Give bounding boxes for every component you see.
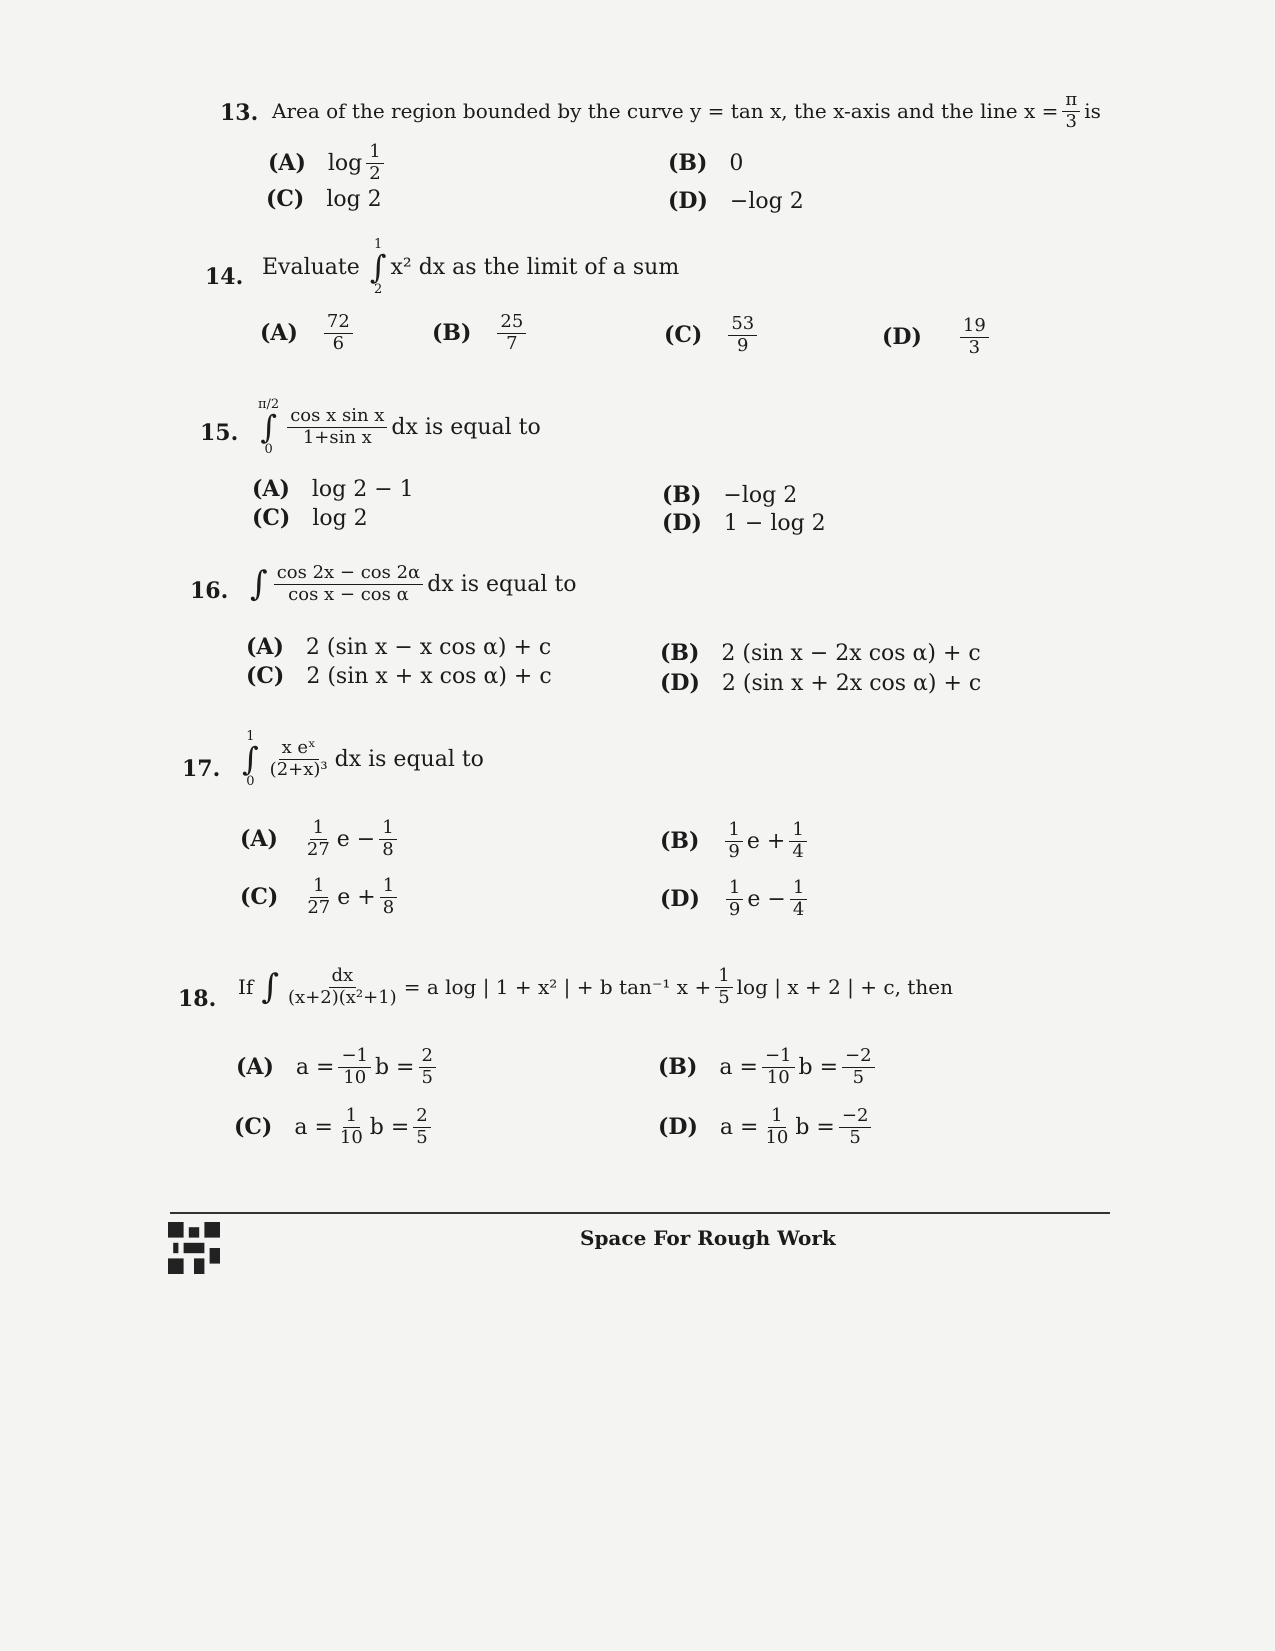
q16-tail: dx is equal to	[427, 571, 577, 597]
q15-option-d[interactable]: (D) 1 − log 2	[662, 510, 826, 536]
q18-mid: = a log | 1 + x² | + b tan⁻¹ x +	[403, 975, 712, 1000]
footer-divider	[170, 1212, 1110, 1214]
q16-stem	[250, 563, 577, 605]
q15-number: 15.	[200, 420, 239, 446]
q15-tail: dx is equal to	[391, 414, 541, 440]
q13-option-d[interactable]: (D) −log 2	[668, 188, 804, 214]
q17-number: 17.	[182, 756, 221, 782]
q15-stem	[258, 398, 541, 456]
q18-option-a[interactable]: (A) a = $\frac{-1}{10}$ b = $\frac{2}{5}$	[236, 1046, 440, 1088]
q13-option-b[interactable]: (B) 0	[668, 150, 744, 176]
q14-option-d[interactable]: (D) $\frac{19}{3}$	[882, 316, 993, 358]
q18-fraction: $\frac{1}{5}$	[715, 966, 732, 1008]
q18-number: 18.	[178, 986, 217, 1012]
q16-integrand: $\frac{\cos 2x - \cos 2\alpha}{\text{cos x − cos α}}$	[274, 563, 424, 605]
q15-option-b[interactable]: (B) −log 2	[662, 482, 798, 508]
q14-stem	[262, 238, 679, 296]
q18-stem	[238, 966, 953, 1008]
q16-option-a[interactable]: (A) 2 (sin x − x cos α) + c	[246, 634, 552, 660]
q13-stem	[272, 90, 1101, 132]
q17-integrand: $\frac{\text{x eˣ}}{\text{(2+x)³}}$	[269, 736, 328, 780]
qr-code-icon	[168, 1222, 220, 1274]
q14-integrand: x² dx as the limit of a sum	[390, 254, 680, 280]
q15-option-a[interactable]: (A) log 2 − 1	[252, 476, 414, 502]
q13-stem-fraction: $\frac{\pi}{3}$	[1062, 90, 1080, 132]
q14-integral: 1 ∫ 2	[369, 237, 387, 297]
q18-if: If	[238, 975, 254, 1000]
q13-stem-tail: is	[1084, 99, 1101, 124]
q17-option-c[interactable]: (C) $\frac{1}{27}$ e + $\frac{1}{8}$	[240, 876, 401, 918]
q13-stem-text: Area of the region bounded by the curve y = tan x, the x-axis and the line x =	[272, 99, 1059, 124]
q13-option-a[interactable]: (A) log $\frac{1}{2}$	[268, 142, 388, 184]
q18-integrand: $\frac{dx}{\text{(x+2)(x²+1)}}$	[288, 965, 397, 1008]
integral-sign-icon: ∫	[261, 967, 280, 1008]
q17-option-d[interactable]: (D) $\frac{1}{9}$ e − $\frac{1}{4}$	[660, 878, 811, 920]
q18-option-c[interactable]: (C) a = $\frac{1}{10}$ b = $\frac{2}{5}$	[234, 1106, 435, 1148]
q17-tail: dx is equal to	[334, 746, 484, 772]
q16-number: 16.	[190, 578, 229, 604]
q18-option-b[interactable]: (B) a = $\frac{-1}{10}$ b = $\frac{-2}{5}$	[658, 1046, 879, 1088]
q14-option-b[interactable]: (B) $\frac{25}{7}$	[432, 312, 530, 354]
q14-option-c[interactable]: (C) $\frac{53}{9}$	[664, 314, 761, 356]
q16-option-d[interactable]: (D) 2 (sin x + 2x cos α) + c	[660, 670, 982, 696]
q16-option-b[interactable]: (B) 2 (sin x − 2x cos α) + c	[660, 640, 981, 666]
q18-tail: log | x + 2 | + c, then	[736, 975, 953, 1000]
q14-evaluate: Evaluate	[262, 254, 360, 280]
q14-number: 14.	[205, 264, 244, 290]
q14-option-a[interactable]: (A) $\frac{72}{6}$	[260, 312, 357, 354]
q16-option-c[interactable]: (C) 2 (sin x + x cos α) + c	[246, 663, 552, 689]
q15-integral: π/2 ∫ 0	[258, 397, 280, 457]
q17-option-a[interactable]: (A) $\frac{1}{27}$ e − $\frac{1}{8}$	[240, 818, 401, 860]
q13-number: 13.	[220, 100, 259, 126]
q17-stem	[242, 730, 484, 788]
rough-work-label: Space For Rough Work	[580, 1226, 836, 1250]
q15-option-c[interactable]: (C) log 2	[252, 505, 368, 531]
q17-option-b[interactable]: (B) $\frac{1}{9}$ e + $\frac{1}{4}$	[660, 820, 811, 862]
integral-sign-icon: ∫	[250, 564, 268, 605]
q18-option-d[interactable]: (D) a = $\frac{1}{10}$ b = $\frac{-2}{5}$	[658, 1106, 875, 1148]
q15-integrand: $\frac{\text{cos x sin x}}{\text{1+sin x}}$	[287, 406, 387, 448]
q17-integral: 1 ∫ 0	[242, 729, 259, 789]
q13-option-c[interactable]: (C) log 2	[266, 186, 382, 212]
